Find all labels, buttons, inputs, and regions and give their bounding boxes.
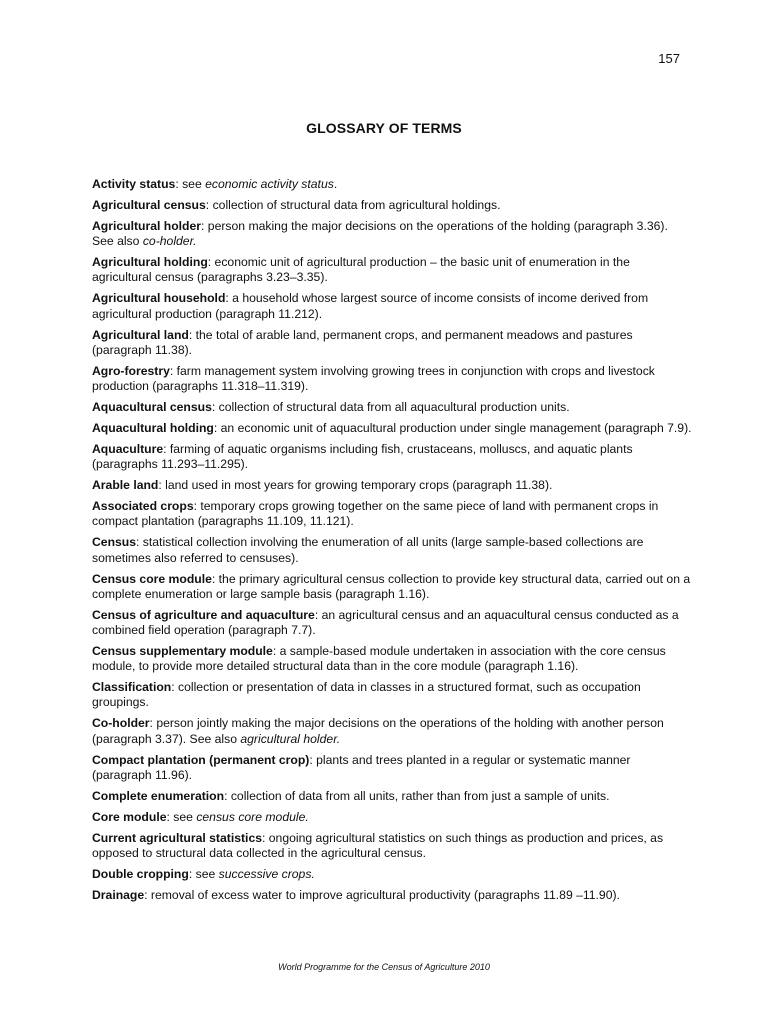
glossary-definition: : plants and trees planted in a regular or systematic manner (paragraph 11.96). — [92, 752, 631, 782]
glossary-term: Agricultural household — [92, 291, 226, 306]
glossary-entry — [92, 328, 692, 358]
glossary-entry — [92, 680, 692, 710]
glossary-term: Census — [92, 535, 137, 550]
glossary-entry — [92, 219, 692, 249]
glossary-term: Agricultural holder — [92, 219, 202, 233]
glossary-definition: : see — [188, 867, 219, 882]
glossary-entry — [92, 291, 692, 321]
glossary-definition: : person jointly making the major decisions on the operations of the holding with another person (paragraph 3.37). See also — [92, 716, 664, 746]
glossary-entry — [92, 572, 692, 602]
glossary-entry — [92, 442, 692, 472]
glossary-entry — [92, 177, 692, 192]
glossary-entry — [92, 831, 692, 861]
glossary-cross-reference: co-holder. — [142, 234, 197, 249]
glossary-entry — [92, 789, 692, 804]
glossary-cross-reference: agricultural holder. — [240, 731, 341, 746]
glossary-definition: : collection of structural data from agricultural holdings. — [205, 198, 501, 212]
glossary-term: Activity status — [92, 177, 176, 191]
glossary-cross-reference: economic activity status — [205, 177, 334, 191]
glossary-term: Agricultural census — [92, 198, 206, 212]
glossary-entry — [92, 255, 692, 285]
glossary-term: Agricultural holding — [92, 255, 208, 270]
glossary-definition: : person making the major decisions on the operations of the holding (paragraph 3.36). See also — [92, 219, 668, 249]
glossary-definition: : an agricultural census and an aquacultural census conducted as a combined field operation (paragraph 7.7). — [92, 607, 679, 638]
page-footer: World Programme for the Census of Agriculture 2010 — [278, 962, 490, 972]
glossary-term: Current agricultural statistics — [92, 830, 262, 845]
glossary-definition: : collection of data from all units, rather than from just a sample of units. — [224, 788, 610, 803]
glossary-definition: : collection of structural data from all aquacultural production units. — [211, 400, 570, 415]
glossary-entry — [92, 608, 692, 638]
glossary-definition: : the total of arable land, permanent crops, and permanent meadows and pastures (paragraph 11.38). — [92, 327, 633, 357]
glossary-entry — [92, 400, 692, 415]
glossary-definition: : land used in most years for growing temporary crops (paragraph 11.38). — [158, 478, 553, 493]
glossary-term: Aquaculture — [92, 442, 164, 457]
glossary-entry — [92, 716, 692, 746]
glossary-definition: : see — [175, 177, 206, 191]
glossary-entry — [92, 421, 692, 436]
glossary-definition: : ongoing agricultural statistics on such things as production and prices, as opposed to structural data collected in the agricultural census. — [92, 830, 664, 861]
glossary-term: Aquacultural holding — [92, 421, 214, 436]
glossary-entry — [92, 810, 692, 825]
glossary-cross-reference: successive crops. — [218, 867, 315, 882]
glossary-entry — [92, 753, 692, 783]
glossary-cross-reference: census core module. — [196, 809, 309, 824]
glossary-term: Double cropping — [92, 867, 189, 882]
glossary-entry — [92, 478, 692, 493]
glossary-list — [92, 177, 692, 909]
glossary-definition: : a sample-based module undertaken in association with the core census module, to provide more detailed structural data than in the core module (paragraph 1.16). — [92, 644, 666, 674]
glossary-entry — [92, 888, 692, 903]
glossary-definition: : removal of excess water to improve agricultural productivity (paragraphs 11.89 –11.90). — [144, 888, 620, 903]
glossary-term: Agro-forestry — [92, 363, 170, 378]
glossary-definition: : a household whose largest source of income consists of income derived from agricultural production (paragraph 11.212). — [92, 291, 649, 321]
glossary-definition: : economic unit of agricultural production – the basic unit of enumeration in the agricultural census (paragraphs 3.23–3.35). — [92, 255, 630, 285]
page-title: GLOSSARY OF TERMS — [306, 120, 462, 136]
glossary-entry — [92, 535, 692, 565]
glossary-definition: : an economic unit of aquacultural production under single management (paragraph 7.9). — [213, 421, 692, 436]
glossary-definition: : collection or presentation of data in classes in a structured format, such as occupation groupings. — [92, 680, 641, 710]
glossary-term: Classification — [92, 680, 172, 695]
glossary-definition: : farming of aquatic organisms including fish, crustaceans, molluscs, and aquatic plants (paragraphs 11.293–11.295). — [92, 442, 633, 472]
glossary-definition: : the primary agricultural census collection to provide key structural data, carried out on a complete enumeration or large sample basis (paragraph 1.16). — [92, 571, 691, 601]
glossary-entry — [92, 364, 692, 394]
glossary-term: Core module — [92, 809, 167, 824]
page-number: 157 — [658, 51, 680, 66]
glossary-term: Arable land — [92, 478, 159, 493]
glossary-term: Drainage — [92, 888, 145, 903]
glossary-term: Compact plantation (permanent crop) — [92, 752, 310, 767]
glossary-term: Associated crops — [92, 499, 194, 514]
glossary-term: Complete enumeration — [92, 788, 225, 803]
glossary-definition-tail: . — [333, 177, 338, 191]
glossary-term: Census core module — [92, 571, 212, 586]
glossary-term: Aquacultural census — [92, 400, 212, 415]
glossary-definition: : farm management system involving growing trees in conjunction with crops and livestock production (paragraphs 11.318–11.319). — [92, 363, 655, 394]
glossary-definition: : temporary crops growing together on the same piece of land with permanent crops in compact plantation (paragraphs 11.109, 11.121). — [92, 499, 659, 529]
glossary-term: Census supplementary module — [92, 644, 273, 659]
glossary-definition: : see — [166, 809, 197, 824]
glossary-entry — [92, 644, 692, 674]
glossary-term: Agricultural land — [92, 327, 189, 342]
glossary-term: Co-holder — [92, 716, 150, 731]
glossary-entry — [92, 867, 692, 882]
glossary-term: Census of agriculture and aquaculture — [92, 607, 315, 622]
glossary-entry — [92, 198, 692, 213]
glossary-entry — [92, 499, 692, 529]
glossary-definition: : statistical collection involving the enumeration of all units (large sample-based collections are sometimes also referred to censuses). — [92, 535, 644, 565]
